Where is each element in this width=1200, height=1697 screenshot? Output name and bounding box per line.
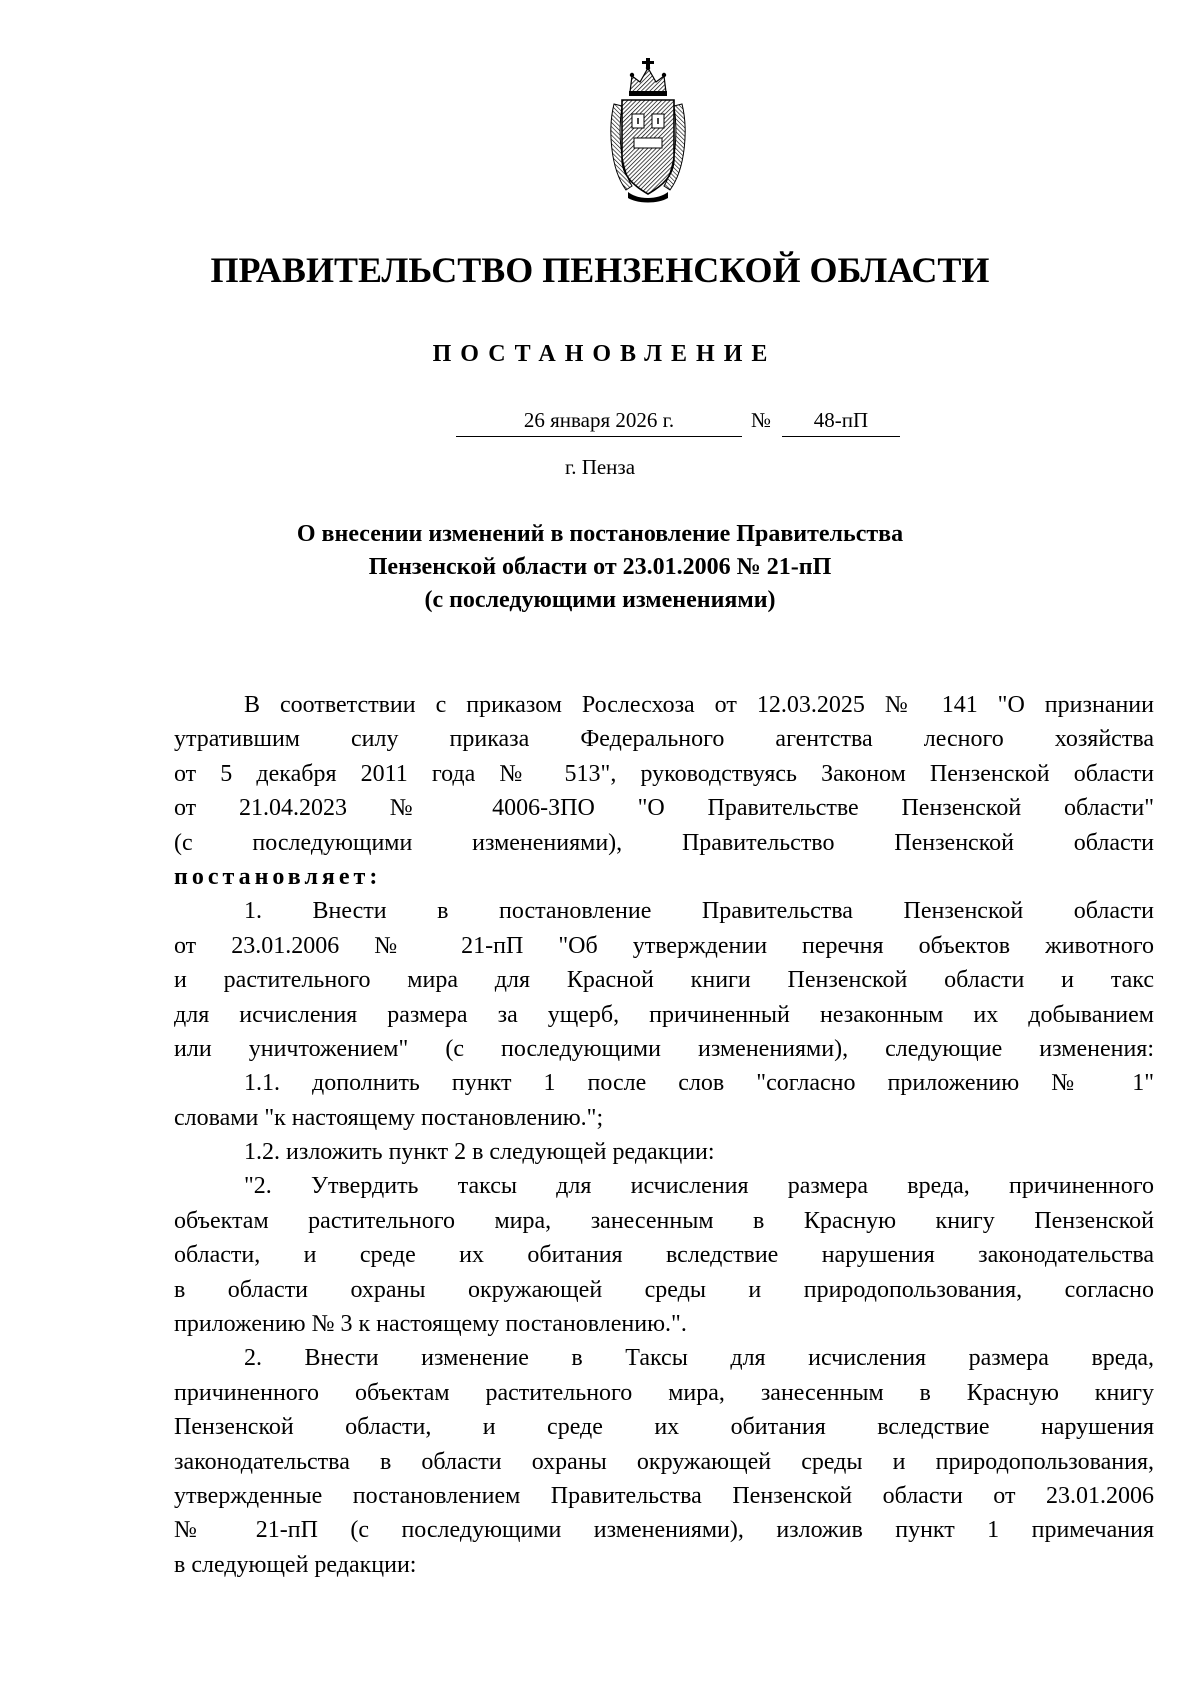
body-line: № 21-пП (с последующими изменениями), изложив пункт 1 примечания [174, 1517, 1154, 1544]
body-line: в следующей редакции: [174, 1551, 417, 1578]
body-line: словами "к настоящему постановлению."; [174, 1104, 604, 1131]
body-line: 2. Внести изменение в Таксы для исчисления размера вреда, [244, 1345, 1154, 1372]
body-line: от 21.04.2023 № 4006-ЗПО "О Правительстве Пензенской области" [174, 795, 1154, 822]
body-line: причиненного объектам растительного мира, занесенным в Красную книгу [174, 1379, 1154, 1406]
document-date: 26 января 2026 г. [456, 406, 742, 437]
document-type: ПОСТАНОВЛЕНИЕ [432, 341, 777, 367]
number-sign: № [750, 408, 772, 432]
organization-title: ПРАВИТЕЛЬСТВО ПЕНЗЕНСКОЙ ОБЛАСТИ [210, 250, 990, 290]
body-line: 1.2. изложить пункт 2 в следующей редакции: [244, 1139, 715, 1166]
subject-line: О внесении изменений в постановление Правительства [296, 521, 904, 547]
document-body [174, 688, 1154, 1582]
city: г. Пенза [564, 455, 636, 479]
body-line: (с последующими изменениями), Правительство Пензенской области [174, 829, 1154, 856]
body-line: для исчисления размера за ущерб, причиненный незаконным их добыванием [174, 1001, 1154, 1028]
body-line: в области охраны окружающей среды и природопользования, согласно [174, 1276, 1154, 1303]
body-line: объектам растительного мира, занесенным в Красную книгу Пензенской [174, 1207, 1154, 1234]
document-subject [0, 518, 1200, 617]
body-line: законодательства в области охраны окружающей среды и природопользования, [174, 1448, 1154, 1475]
body-line: В соответствии с приказом Рослесхоза от 12.03.2025 № 141 "О признании [244, 692, 1154, 718]
date-number-line [0, 406, 1200, 438]
body-line: приложению № 3 к настоящему постановлению.". [174, 1311, 687, 1338]
body-line: области, и среде их обитания вследствие нарушения законодательства [174, 1242, 1154, 1269]
body-line: или уничтожением" (с последующими изменениями), следующие изменения: [174, 1035, 1154, 1062]
subject-line: Пензенской области от 23.01.2006 № 21-пП [368, 554, 832, 580]
body-line: Пензенской области, и среде их обитания вследствие нарушения [174, 1414, 1154, 1441]
body-line: от 5 декабря 2011 года № 513", руководствуясь Законом Пензенской области [174, 760, 1154, 787]
body-line: "2. Утвердить таксы для исчисления размера вреда, причиненного [244, 1173, 1154, 1200]
document-number: 48-пП [782, 406, 900, 437]
body-line: и растительного мира для Красной книги Пензенской области и такс [174, 967, 1154, 994]
body-line: 1. Внести в постановление Правительства Пензенской области [244, 898, 1154, 925]
subject-line: (с последующими изменениями) [424, 587, 776, 613]
body-line-decree: постановляет: [174, 863, 382, 890]
body-line: от 23.01.2006 № 21-пП "Об утверждении перечня объектов животного [174, 932, 1154, 959]
body-line: утратившим силу приказа Федерального агентства лесного хозяйства [174, 726, 1154, 753]
coat-of-arms-emblem [606, 58, 690, 204]
body-line: 1.1. дополнить пункт 1 после слов "согласно приложению № 1" [244, 1070, 1154, 1097]
body-line: утвержденные постановлением Правительства Пензенской области от 23.01.2006 [174, 1482, 1154, 1509]
